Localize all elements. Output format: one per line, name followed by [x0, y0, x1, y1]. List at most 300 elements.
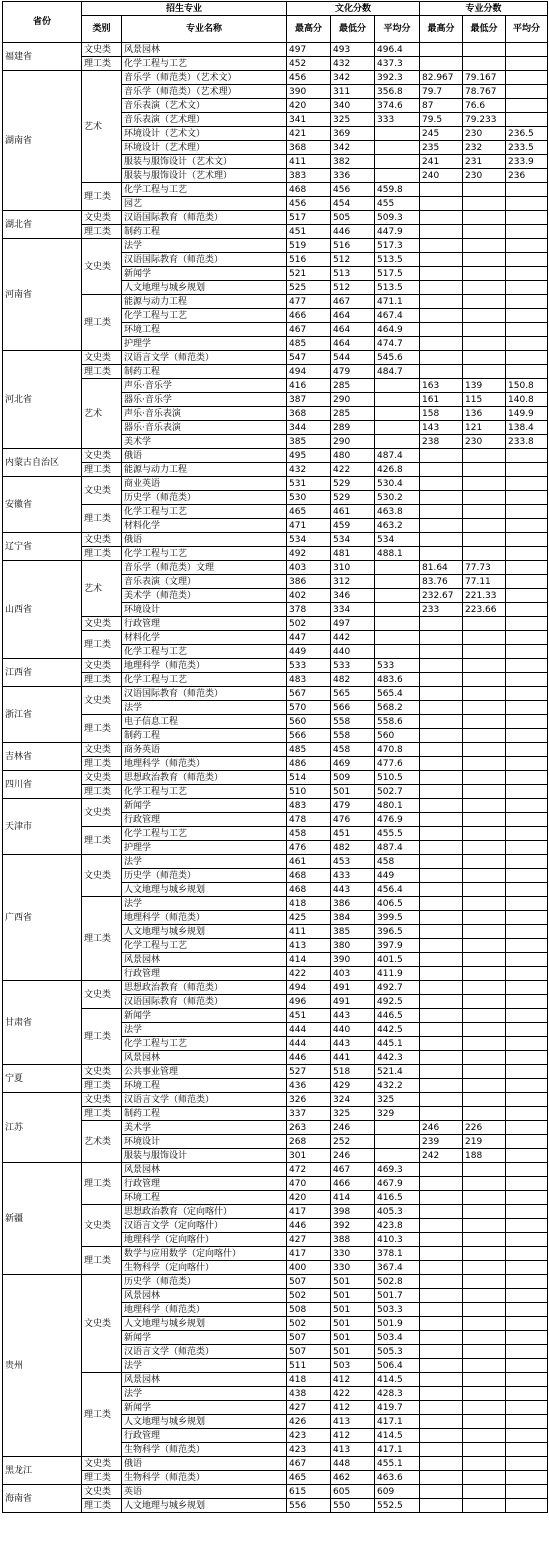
- major-name-cell: 法学: [122, 897, 287, 911]
- header-culture-avg: 平均分: [375, 16, 420, 43]
- major-name-cell: 美术学: [122, 1121, 287, 1135]
- culture-avg-cell: [375, 169, 420, 183]
- pro-avg-cell: [506, 547, 548, 561]
- major-name-cell: 化学工程与工艺: [122, 183, 287, 197]
- category-cell: 文史类: [82, 1205, 122, 1247]
- culture-avg-cell: 530.4: [375, 477, 420, 491]
- major-name-cell: 俄语: [122, 1457, 287, 1471]
- province-cell: 贵州: [3, 1275, 82, 1457]
- category-cell: 文史类: [82, 211, 122, 225]
- culture-avg-cell: 367.4: [375, 1261, 420, 1275]
- pro-avg-cell: [506, 1163, 548, 1177]
- culture-max-cell: 508: [287, 1303, 331, 1317]
- major-name-cell: 地理科学（师范类）: [122, 757, 287, 771]
- header-culture-group: 文化分数: [287, 2, 420, 16]
- pro-avg-cell: [506, 883, 548, 897]
- culture-min-cell: 325: [331, 1107, 375, 1121]
- major-name-cell: 汉语言文学（师范类）: [122, 351, 287, 365]
- culture-max-cell: 301: [287, 1149, 331, 1163]
- pro-max-cell: [420, 281, 463, 295]
- culture-min-cell: 558: [331, 729, 375, 743]
- culture-avg-cell: [375, 127, 420, 141]
- culture-min-cell: 533: [331, 659, 375, 673]
- major-name-cell: 风景园林: [122, 1051, 287, 1065]
- major-name-cell: 音乐学（师范类）（艺术文）: [122, 71, 287, 85]
- pro-min-cell: [463, 295, 506, 309]
- pro-max-cell: 241: [420, 155, 463, 169]
- pro-max-cell: 87: [420, 99, 463, 113]
- major-name-cell: 人文地理与城乡规划: [122, 1499, 287, 1513]
- major-name-cell: 行政管理: [122, 1177, 287, 1191]
- culture-min-cell: 458: [331, 743, 375, 757]
- culture-max-cell: 368: [287, 407, 331, 421]
- table-row: [3, 239, 548, 253]
- pro-min-cell: [463, 925, 506, 939]
- culture-min-cell: 290: [331, 435, 375, 449]
- major-name-cell: 人文地理与城乡规划: [122, 1415, 287, 1429]
- major-name-cell: 化学工程与工艺: [122, 827, 287, 841]
- table-row: [3, 463, 548, 477]
- major-name-cell: 公共事业管理: [122, 1065, 287, 1079]
- culture-min-cell: 334: [331, 603, 375, 617]
- pro-max-cell: [420, 743, 463, 757]
- category-cell: 理工类: [82, 183, 122, 211]
- pro-avg-cell: [506, 1219, 548, 1233]
- culture-min-cell: 412: [331, 1429, 375, 1443]
- pro-max-cell: [420, 463, 463, 477]
- culture-max-cell: 451: [287, 1009, 331, 1023]
- province-cell: 江苏: [3, 1093, 82, 1163]
- culture-min-cell: 501: [331, 1317, 375, 1331]
- culture-max-cell: 418: [287, 897, 331, 911]
- pro-avg-cell: [506, 239, 548, 253]
- pro-max-cell: [420, 1247, 463, 1261]
- pro-max-cell: [420, 337, 463, 351]
- culture-max-cell: 534: [287, 533, 331, 547]
- category-cell: 文史类: [82, 533, 122, 547]
- culture-avg-cell: 501.9: [375, 1317, 420, 1331]
- culture-avg-cell: 492.7: [375, 981, 420, 995]
- pro-max-cell: [420, 1457, 463, 1471]
- culture-min-cell: 605: [331, 1485, 375, 1499]
- pro-max-cell: [420, 1177, 463, 1191]
- pro-max-cell: [420, 855, 463, 869]
- pro-max-cell: [420, 1429, 463, 1443]
- pro-avg-cell: [506, 785, 548, 799]
- culture-avg-cell: [375, 421, 420, 435]
- pro-avg-cell: [506, 1289, 548, 1303]
- province-cell: 甘肃省: [3, 981, 82, 1065]
- table-row: [3, 1471, 548, 1485]
- culture-min-cell: 290: [331, 393, 375, 407]
- pro-min-cell: [463, 1317, 506, 1331]
- pro-max-cell: [420, 1051, 463, 1065]
- culture-min-cell: 454: [331, 197, 375, 211]
- pro-avg-cell: [506, 1065, 548, 1079]
- header-pro-min: 最低分: [463, 16, 506, 43]
- pro-avg-cell: [506, 1177, 548, 1191]
- category-cell: 文史类: [82, 1485, 122, 1499]
- culture-max-cell: 422: [287, 967, 331, 981]
- category-cell: 文史类: [82, 1093, 122, 1107]
- pro-max-cell: [420, 1471, 463, 1485]
- major-name-cell: 地理科学（师范类）: [122, 659, 287, 673]
- major-name-cell: 美术学（师范类）: [122, 589, 287, 603]
- category-cell: 理工类: [82, 1079, 122, 1093]
- culture-max-cell: 525: [287, 281, 331, 295]
- category-cell: 文史类: [82, 1275, 122, 1373]
- pro-avg-cell: [506, 827, 548, 841]
- pro-max-cell: [420, 323, 463, 337]
- pro-avg-cell: [506, 799, 548, 813]
- pro-min-cell: [463, 1009, 506, 1023]
- major-name-cell: 汉语国际教育（师范类）: [122, 211, 287, 225]
- pro-avg-cell: 236: [506, 169, 548, 183]
- culture-min-cell: 442: [331, 631, 375, 645]
- pro-avg-cell: [506, 1303, 548, 1317]
- culture-avg-cell: 406.5: [375, 897, 420, 911]
- culture-min-cell: 482: [331, 673, 375, 687]
- major-name-cell: 汉语国际教育（师范类）: [122, 253, 287, 267]
- culture-min-cell: 467: [331, 295, 375, 309]
- culture-avg-cell: [375, 631, 420, 645]
- pro-min-cell: 188: [463, 1149, 506, 1163]
- pro-avg-cell: [506, 1079, 548, 1093]
- pro-max-cell: 161: [420, 393, 463, 407]
- pro-min-cell: [463, 1401, 506, 1415]
- culture-avg-cell: 501.7: [375, 1289, 420, 1303]
- pro-avg-cell: [506, 589, 548, 603]
- major-name-cell: 人文地理与城乡规划: [122, 1317, 287, 1331]
- culture-avg-cell: 476.9: [375, 813, 420, 827]
- culture-max-cell: 467: [287, 1457, 331, 1471]
- pro-avg-cell: [506, 1051, 548, 1065]
- pro-max-cell: [420, 673, 463, 687]
- culture-min-cell: 340: [331, 99, 375, 113]
- pro-min-cell: [463, 631, 506, 645]
- pro-avg-cell: [506, 939, 548, 953]
- pro-max-cell: 83.76: [420, 575, 463, 589]
- major-name-cell: 环境设计（艺术文）: [122, 127, 287, 141]
- pro-max-cell: 82.967: [420, 71, 463, 85]
- major-name-cell: 制药工程: [122, 225, 287, 239]
- culture-avg-cell: 414.5: [375, 1429, 420, 1443]
- culture-min-cell: 385: [331, 925, 375, 939]
- culture-min-cell: 422: [331, 1387, 375, 1401]
- pro-avg-cell: [506, 673, 548, 687]
- culture-avg-cell: [375, 1121, 420, 1135]
- culture-max-cell: 451: [287, 225, 331, 239]
- culture-max-cell: 507: [287, 1345, 331, 1359]
- major-name-cell: 汉语言文学（师范类）: [122, 1345, 287, 1359]
- table-header: [3, 2, 548, 43]
- table-row: [3, 673, 548, 687]
- pro-min-cell: [463, 757, 506, 771]
- culture-max-cell: 425: [287, 911, 331, 925]
- pro-avg-cell: [506, 323, 548, 337]
- pro-min-cell: [463, 323, 506, 337]
- culture-max-cell: 527: [287, 1065, 331, 1079]
- pro-min-cell: [463, 1205, 506, 1219]
- culture-max-cell: 468: [287, 183, 331, 197]
- pro-max-cell: 81.64: [420, 561, 463, 575]
- pro-avg-cell: [506, 183, 548, 197]
- table-row: [3, 1009, 548, 1023]
- pro-min-cell: [463, 1219, 506, 1233]
- pro-max-cell: [420, 911, 463, 925]
- culture-avg-cell: 552.5: [375, 1499, 420, 1513]
- culture-max-cell: 368: [287, 141, 331, 155]
- culture-max-cell: 326: [287, 1093, 331, 1107]
- culture-max-cell: 458: [287, 827, 331, 841]
- pro-min-cell: 226: [463, 1121, 506, 1135]
- culture-avg-cell: 329: [375, 1107, 420, 1121]
- pro-min-cell: [463, 715, 506, 729]
- category-cell: 理工类: [82, 365, 122, 379]
- culture-avg-cell: 513.5: [375, 281, 420, 295]
- culture-avg-cell: 503.4: [375, 1331, 420, 1345]
- major-name-cell: 法学: [122, 1359, 287, 1373]
- pro-avg-cell: [506, 225, 548, 239]
- culture-max-cell: 416: [287, 379, 331, 393]
- pro-avg-cell: [506, 1093, 548, 1107]
- table-row: [3, 379, 548, 393]
- major-name-cell: 音乐学（师范类）文理: [122, 561, 287, 575]
- pro-max-cell: [420, 519, 463, 533]
- culture-max-cell: 414: [287, 953, 331, 967]
- culture-avg-cell: 496.4: [375, 43, 420, 57]
- table-row: [3, 617, 548, 631]
- pro-min-cell: 223.66: [463, 603, 506, 617]
- pro-max-cell: [420, 505, 463, 519]
- pro-avg-cell: [506, 575, 548, 589]
- culture-avg-cell: 463.6: [375, 1471, 420, 1485]
- major-name-cell: 俄语: [122, 533, 287, 547]
- pro-min-cell: [463, 1163, 506, 1177]
- culture-max-cell: 483: [287, 799, 331, 813]
- pro-max-cell: [420, 533, 463, 547]
- pro-min-cell: [463, 1331, 506, 1345]
- culture-max-cell: 502: [287, 1289, 331, 1303]
- major-name-cell: 化学工程与工艺: [122, 309, 287, 323]
- culture-min-cell: 432: [331, 57, 375, 71]
- pro-avg-cell: [506, 1415, 548, 1429]
- culture-min-cell: 414: [331, 1191, 375, 1205]
- pro-avg-cell: 233.5: [506, 141, 548, 155]
- major-name-cell: 音乐表演（文理）: [122, 575, 287, 589]
- pro-avg-cell: [506, 1233, 548, 1247]
- province-cell: 宁夏: [3, 1065, 82, 1093]
- category-cell: 文史类: [82, 743, 122, 757]
- culture-min-cell: 403: [331, 967, 375, 981]
- pro-max-cell: [420, 967, 463, 981]
- culture-min-cell: 380: [331, 939, 375, 953]
- culture-min-cell: 433: [331, 869, 375, 883]
- header-major-group: 招生专业: [82, 2, 287, 16]
- pro-avg-cell: [506, 1205, 548, 1219]
- pro-min-cell: [463, 897, 506, 911]
- major-name-cell: 新闻学: [122, 1401, 287, 1415]
- major-name-cell: 能源与动力工程: [122, 295, 287, 309]
- table-row: [3, 477, 548, 491]
- culture-max-cell: 449: [287, 645, 331, 659]
- culture-min-cell: 505: [331, 211, 375, 225]
- culture-avg-cell: 456.4: [375, 883, 420, 897]
- culture-avg-cell: 392.3: [375, 71, 420, 85]
- pro-max-cell: [420, 1401, 463, 1415]
- culture-max-cell: 494: [287, 981, 331, 995]
- major-name-cell: 英语: [122, 1485, 287, 1499]
- pro-max-cell: [420, 799, 463, 813]
- major-name-cell: 服装与服饰设计: [122, 1149, 287, 1163]
- culture-avg-cell: 502.7: [375, 785, 420, 799]
- culture-max-cell: 615: [287, 1485, 331, 1499]
- culture-min-cell: 388: [331, 1233, 375, 1247]
- pro-max-cell: [420, 449, 463, 463]
- pro-avg-cell: [506, 743, 548, 757]
- major-name-cell: 制药工程: [122, 729, 287, 743]
- major-name-cell: 器乐·音乐学: [122, 393, 287, 407]
- table-row: [3, 225, 548, 239]
- culture-min-cell: 529: [331, 491, 375, 505]
- culture-max-cell: 413: [287, 939, 331, 953]
- pro-avg-cell: [506, 197, 548, 211]
- pro-max-cell: [420, 617, 463, 631]
- culture-max-cell: 521: [287, 267, 331, 281]
- table-row: [3, 659, 548, 673]
- category-cell: 理工类: [82, 897, 122, 981]
- pro-avg-cell: [506, 687, 548, 701]
- pro-max-cell: [420, 1373, 463, 1387]
- category-cell: 理工类: [82, 757, 122, 771]
- category-cell: 文史类: [82, 1457, 122, 1471]
- pro-avg-cell: [506, 771, 548, 785]
- pro-avg-cell: [506, 1485, 548, 1499]
- table-row: [3, 1457, 548, 1471]
- culture-max-cell: 517: [287, 211, 331, 225]
- pro-min-cell: [463, 463, 506, 477]
- province-cell: 山西省: [3, 561, 82, 659]
- category-cell: 文史类: [82, 687, 122, 715]
- culture-avg-cell: 488.1: [375, 547, 420, 561]
- pro-min-cell: [463, 673, 506, 687]
- province-cell: 内蒙古自治区: [3, 449, 82, 477]
- culture-avg-cell: 447.9: [375, 225, 420, 239]
- culture-min-cell: 466: [331, 1177, 375, 1191]
- culture-max-cell: 385: [287, 435, 331, 449]
- culture-avg-cell: 477.6: [375, 757, 420, 771]
- culture-min-cell: 482: [331, 841, 375, 855]
- pro-avg-cell: 236.5: [506, 127, 548, 141]
- major-name-cell: 历史学（师范类）: [122, 869, 287, 883]
- culture-min-cell: 497: [331, 617, 375, 631]
- pro-avg-cell: [506, 701, 548, 715]
- header-culture-max: 最高分: [287, 16, 331, 43]
- culture-max-cell: 468: [287, 869, 331, 883]
- pro-max-cell: [420, 351, 463, 365]
- culture-min-cell: 448: [331, 1457, 375, 1471]
- pro-max-cell: [420, 1485, 463, 1499]
- culture-avg-cell: 467.9: [375, 1177, 420, 1191]
- culture-max-cell: 472: [287, 1163, 331, 1177]
- pro-min-cell: 139: [463, 379, 506, 393]
- major-name-cell: 历史学（师范类）: [122, 491, 287, 505]
- pro-min-cell: [463, 449, 506, 463]
- pro-avg-cell: [506, 449, 548, 463]
- pro-min-cell: [463, 967, 506, 981]
- pro-max-cell: 143: [420, 421, 463, 435]
- culture-max-cell: 465: [287, 505, 331, 519]
- major-name-cell: 法学: [122, 239, 287, 253]
- pro-min-cell: [463, 1177, 506, 1191]
- table-row: [3, 1163, 548, 1177]
- pro-min-cell: [463, 477, 506, 491]
- category-cell: 文史类: [82, 43, 122, 57]
- pro-max-cell: 235: [420, 141, 463, 155]
- pro-avg-cell: [506, 1359, 548, 1373]
- province-cell: 浙江省: [3, 687, 82, 743]
- pro-avg-cell: [506, 519, 548, 533]
- culture-avg-cell: 483.6: [375, 673, 420, 687]
- table-row: [3, 547, 548, 561]
- culture-min-cell: 462: [331, 1471, 375, 1485]
- table-row: [3, 1065, 548, 1079]
- pro-max-cell: [420, 645, 463, 659]
- pro-min-cell: 230: [463, 169, 506, 183]
- culture-min-cell: 453: [331, 855, 375, 869]
- major-name-cell: 材料化学: [122, 631, 287, 645]
- category-cell: 理工类: [82, 1009, 122, 1065]
- culture-min-cell: 476: [331, 813, 375, 827]
- table-row: [3, 1275, 548, 1289]
- culture-avg-cell: 530.2: [375, 491, 420, 505]
- culture-avg-cell: 484.7: [375, 365, 420, 379]
- pro-max-cell: [420, 1037, 463, 1051]
- culture-avg-cell: 534: [375, 533, 420, 547]
- category-cell: 文史类: [82, 659, 122, 673]
- pro-avg-cell: [506, 57, 548, 71]
- culture-min-cell: 501: [331, 1303, 375, 1317]
- pro-max-cell: [420, 1415, 463, 1429]
- pro-avg-cell: [506, 85, 548, 99]
- pro-max-cell: [420, 477, 463, 491]
- culture-avg-cell: 521.4: [375, 1065, 420, 1079]
- category-cell: 文史类: [82, 771, 122, 785]
- pro-max-cell: [420, 365, 463, 379]
- pro-min-cell: [463, 351, 506, 365]
- culture-max-cell: 438: [287, 1387, 331, 1401]
- pro-avg-cell: [506, 659, 548, 673]
- culture-max-cell: 411: [287, 925, 331, 939]
- culture-min-cell: 503: [331, 1359, 375, 1373]
- major-name-cell: 环境设计: [122, 1135, 287, 1149]
- admission-score-table: [2, 1, 548, 1513]
- culture-avg-cell: 463.2: [375, 519, 420, 533]
- culture-max-cell: 378: [287, 603, 331, 617]
- pro-min-cell: [463, 1443, 506, 1457]
- culture-avg-cell: 480.1: [375, 799, 420, 813]
- major-name-cell: 行政管理: [122, 967, 287, 981]
- culture-avg-cell: 463.8: [375, 505, 420, 519]
- pro-min-cell: [463, 981, 506, 995]
- pro-max-cell: 242: [420, 1149, 463, 1163]
- culture-avg-cell: 459.8: [375, 183, 420, 197]
- pro-min-cell: [463, 1107, 506, 1121]
- category-cell: 理工类: [82, 505, 122, 533]
- pro-max-cell: 239: [420, 1135, 463, 1149]
- pro-max-cell: [420, 1205, 463, 1219]
- pro-min-cell: [463, 701, 506, 715]
